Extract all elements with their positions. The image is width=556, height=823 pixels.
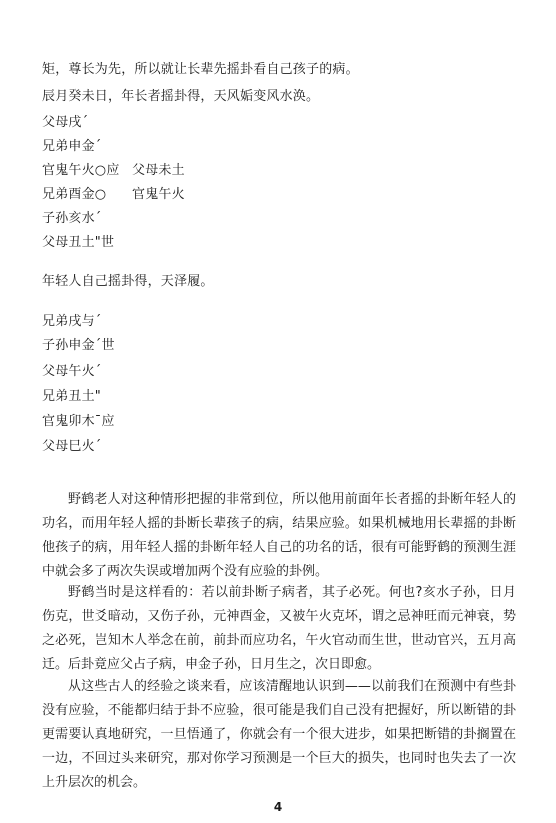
intro-line-2: 辰月癸未日，年长者摇卦得，天风姤变风水涣。 [42,89,320,104]
hexagram1-row-3 [42,163,342,179]
hexagram1-row-4-right: 官鬼午火 [132,187,185,202]
hexagram1-row-1 [42,115,88,131]
hexagram2-row-2: 子孙申金ˊ世 [42,338,115,353]
page-number: 4 [273,800,283,814]
body-paragraph-3-text: 从这些古人的经验之谈来看，应该清醒地认识到——以前我们在预测中有些卦没有应验，不能都归结于卦不应验，很可能是我们自己没有把握好，所以断错的卦更需要认真地研究，一旦悟通了，你就会有一个很大进步，如果把断错的卦搁置在一边，不回过头来研究，那对你学习预测是一个巨大的损失，也同时也失去了一次上升层次的机会。 [42,679,516,790]
hexagram1-row-2 [42,139,102,155]
hexagram1-row-3-right: 父母未土 [132,163,185,178]
body-paragraph-2 [42,581,516,677]
body-paragraph-2-text: 野鹤当时是这样看的：若以前卦断子病者，其子必死。何也?亥水子孙，日月伤克，世爻暗动，又伤子孙，元神酉金，又被午火克坏，谓之忌神旺而元神衰，势之必死，岂知木人举念在前，前卦而应功名，午火官动而生世，世动官兴，五月高迁。后卦竟应父占子病，申金子孙，日月生之，次日即愈。 [42,585,516,672]
body-paragraph-3 [42,675,516,795]
hexagram1-row-5-left: 子孙亥水ˊ [42,211,102,226]
hexagram1-row-2-left: 兄弟申金ˊ [42,139,102,154]
hexagram2-row-1: 兄弟戌与ˊ [42,314,102,329]
hexagram2-row-3: 父母午火ˊ [42,364,102,379]
hexagram2-row-6: 父母巳火ˊ [42,439,102,454]
hexagram1-row-4 [42,187,342,203]
hexagram1-row-3-left: 官鬼午火○应 [42,163,120,178]
hexagram1-row-6-left: 父母丑土"世 [42,235,115,250]
body-paragraph-1 [42,488,516,584]
hexagram1-row-6 [42,235,114,251]
young-person-line: 年轻人自己摇卦得，天泽履。 [42,274,214,289]
hexagram2-row-5: 官鬼卯木ˉ应 [42,414,115,429]
hexagram1-row-1-left: 父母戌ˊ [42,115,89,130]
body-paragraph-1-text: 野鹤老人对这种情形把握的非常到位，所以他用前面年长者摇的卦断年轻人的功名，而用年轻人摇的卦断长辈孩子的病，结果应验。如果机械地用长辈摇的卦断他孩子的病，用年轻人摇的卦断年轻人自己的功名的话，很有可能野鹤的预测生涯中就会多了两次失误或增加两个没有应验的卦例。 [42,492,516,579]
hexagram2-row-4: 兄弟丑土" [42,389,101,404]
hexagram1-row-4-left: 兄弟酉金○ [42,187,107,202]
intro-line-1: 矩，尊长为先，所以就让长辈先摇卦看自己孩子的病。 [42,62,359,77]
hexagram1-row-5 [42,211,102,227]
